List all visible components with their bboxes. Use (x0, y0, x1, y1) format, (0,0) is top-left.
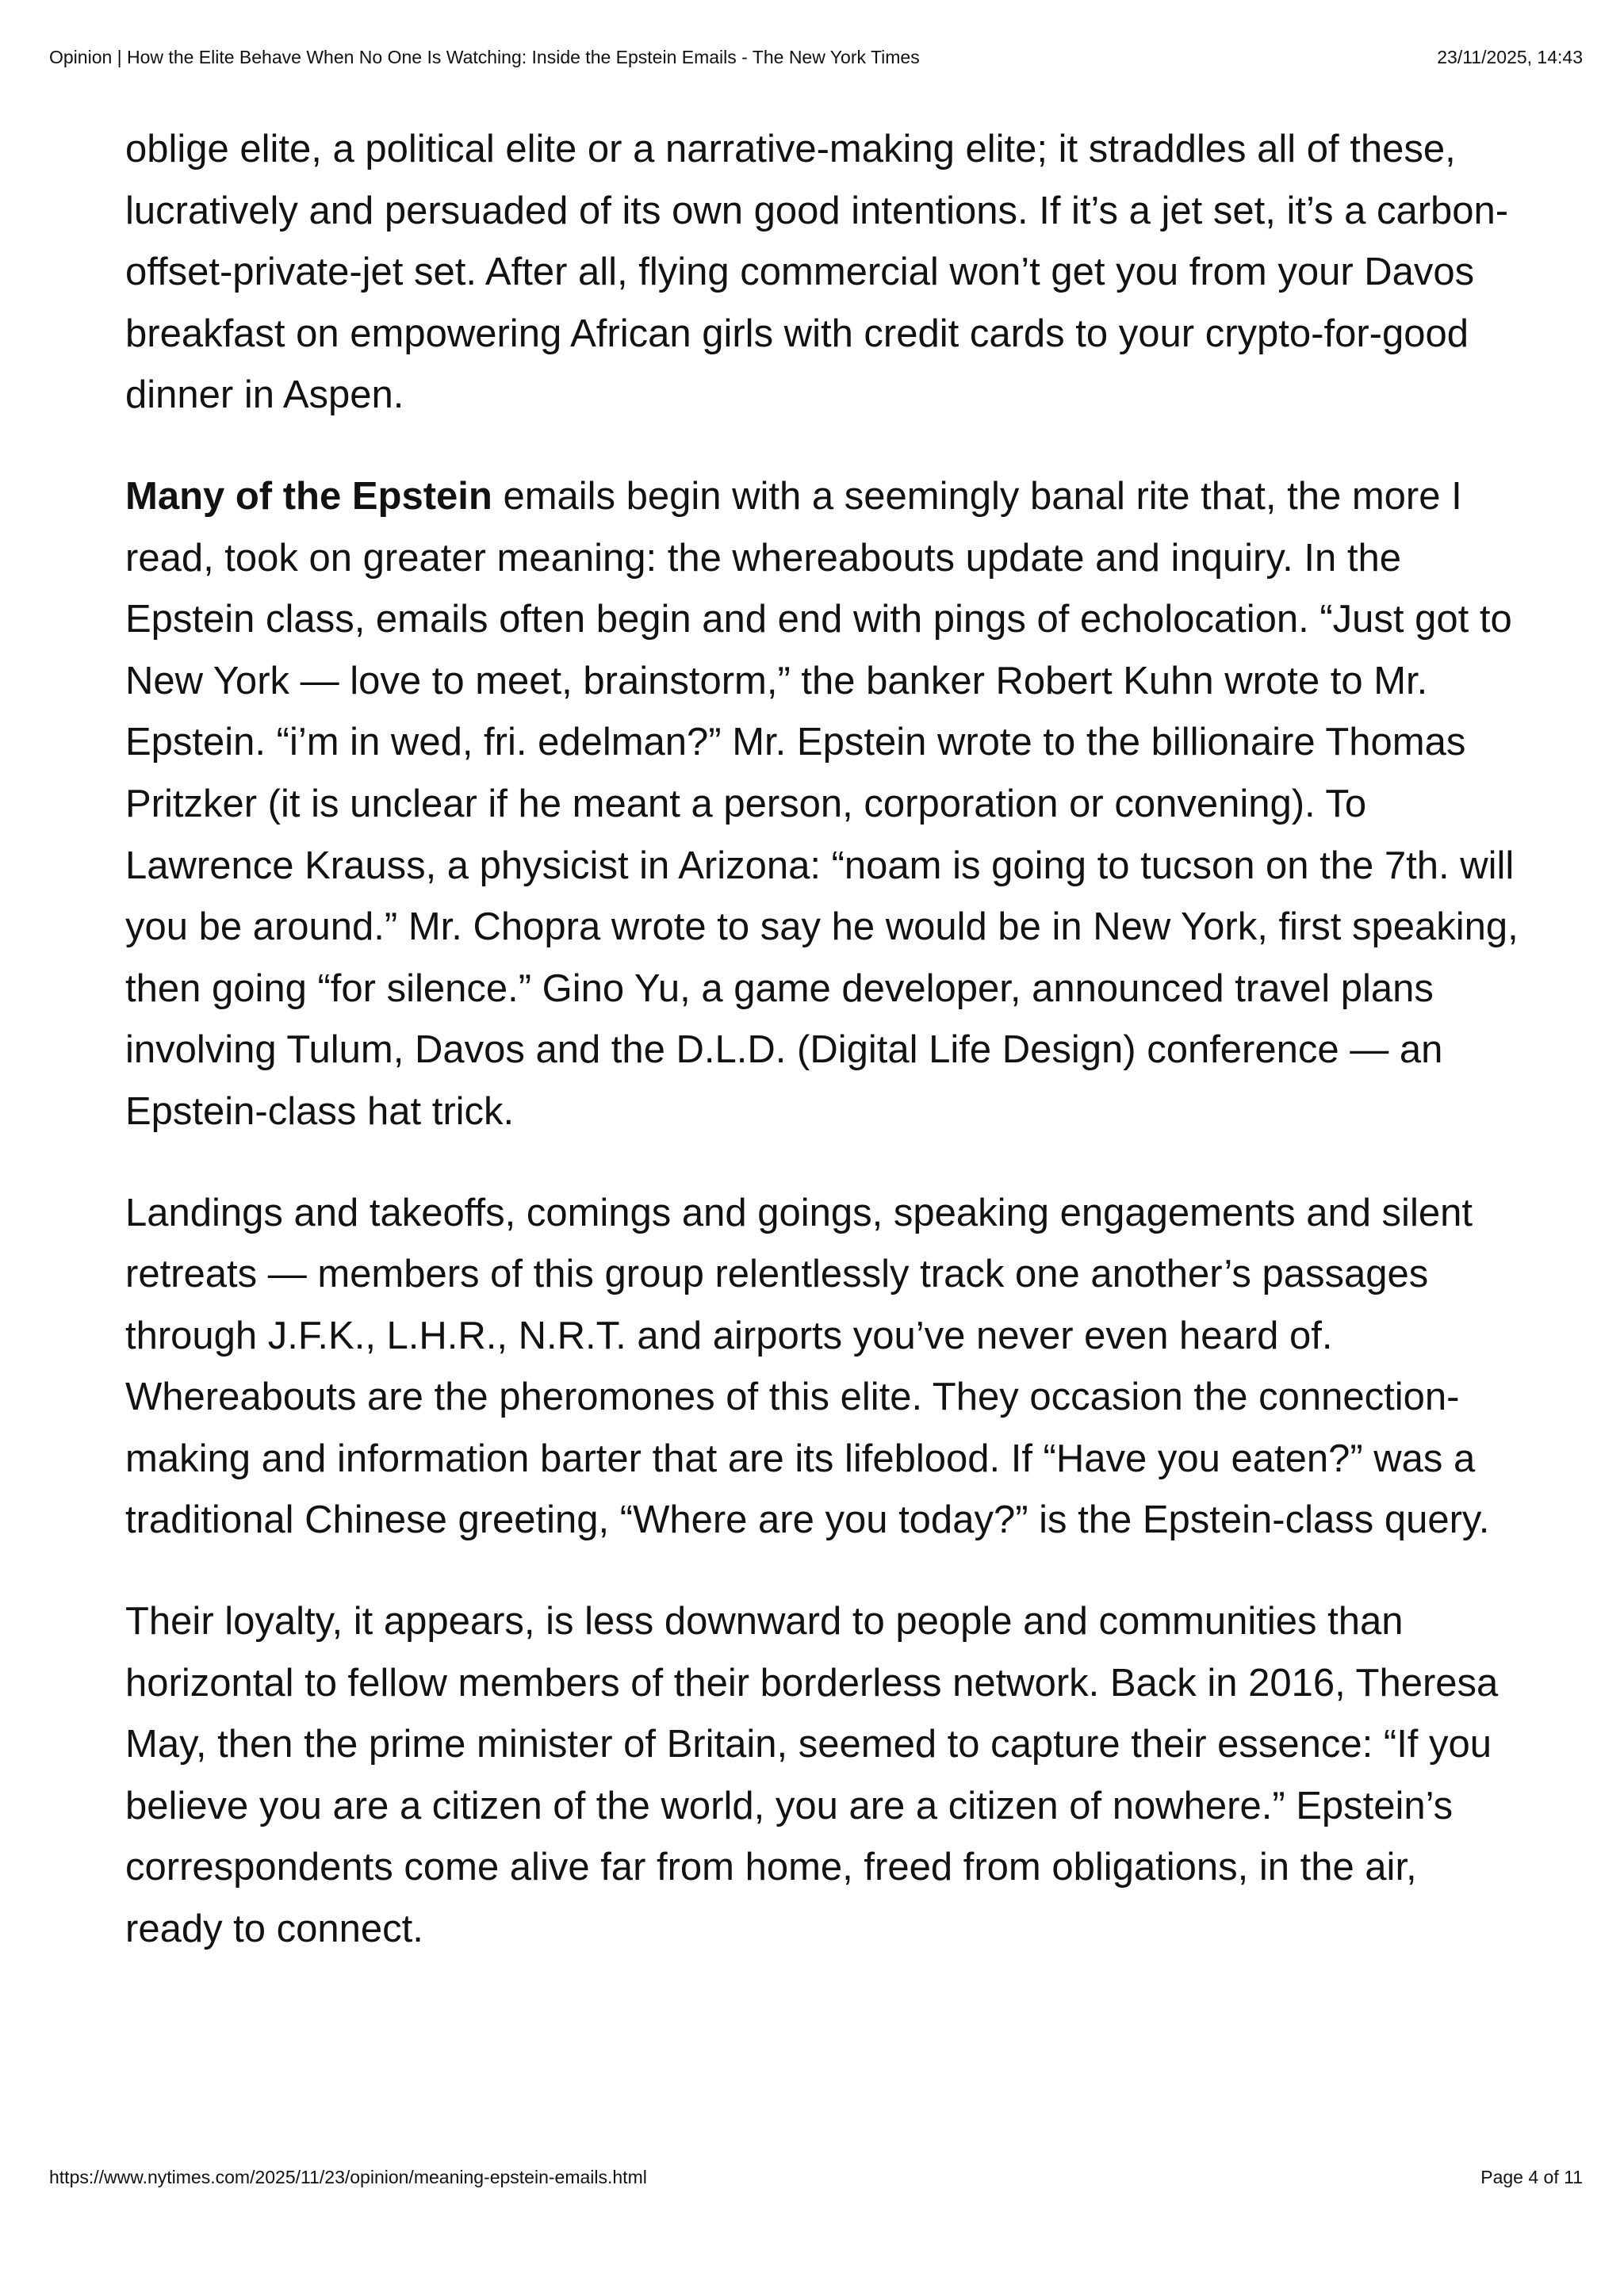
paragraph (125, 466, 1521, 1143)
paragraph: Landings and takeoffs, comings and goings, speaking engagements and silent retreats — members of this group relentlessly track one another’s passages through J.F.K., L.H.R., N.R.T. and airports you’ve never even heard of. Whereabouts are the pheromones of this elite. They occasion the connection-making and information barter that are its lifeblood. If “Have you eaten?” was a traditional Chinese greeting, “Where are you today?” is the Epstein-class query. (125, 1191, 1490, 1542)
print-datetime: 23/11/2025, 14:43 (1437, 47, 1583, 67)
page-indicator: Page 4 of 11 (1480, 2167, 1583, 2187)
paragraph-text: emails begin with a seemingly banal rite that, the more I read, took on greater meaning: the whereabouts update and inquiry. In the Epstein class, emails often begin and end with pings of echolocation. “Just got to New York — love to meet, brainstorm,” the banker Robert Kuhn wrote to Mr. Epstein. “i’m in wed, fri. edelman?” Mr. Epstein wrote to the billionaire Thomas Pritzker (it is unclear if he meant a person, corporation or convening). To Lawrence Krauss, a physicist in Arizona: “noam is going to tucson on the 7th. will you be around.” Mr. Chopra wrote to say he would be in New York, first speaking, then going “for silence.” Gino Yu, a game developer, announced travel plans involving Tulum, Davos and the D.L.D. (Digital Life Design) conference — an Epstein-class hat trick. (125, 474, 1519, 1133)
page-title: Opinion | How the Elite Behave When No One Is Watching: Inside the Epstein Emails - The New York Times (49, 47, 920, 67)
page-url-link[interactable]: https://www.nytimes.com/2025/11/23/opinion/meaning-epstein-emails.html (49, 2167, 647, 2187)
paragraph-lead-in: Many of the Epstein (125, 474, 492, 518)
print-footer (49, 2167, 1583, 2188)
print-header (49, 47, 1583, 68)
paragraph: oblige elite, a political elite or a narrative-making elite; it straddles all of these, lucratively and persuaded of its own good intentions. If it’s a jet set, it’s a carbon-offset-private-jet set. After all, flying commercial won’t get you from your Davos breakfast on empowering African girls with credit cards to your crypto-for-good dinner in Aspen. (125, 128, 1509, 417)
paragraph: Their loyalty, it appears, is less downward to people and communities than horizontal to fellow members of their borderless network. Back in 2016, Theresa May, then the prime minister of Britain, seemed to capture their essence: “If you believe you are a citizen of the world, you are a citizen of nowhere.” Epstein’s correspondents come alive far from home, freed from obligations, in the air, ready to connect. (125, 1600, 1499, 1951)
article-body (125, 119, 1521, 2000)
